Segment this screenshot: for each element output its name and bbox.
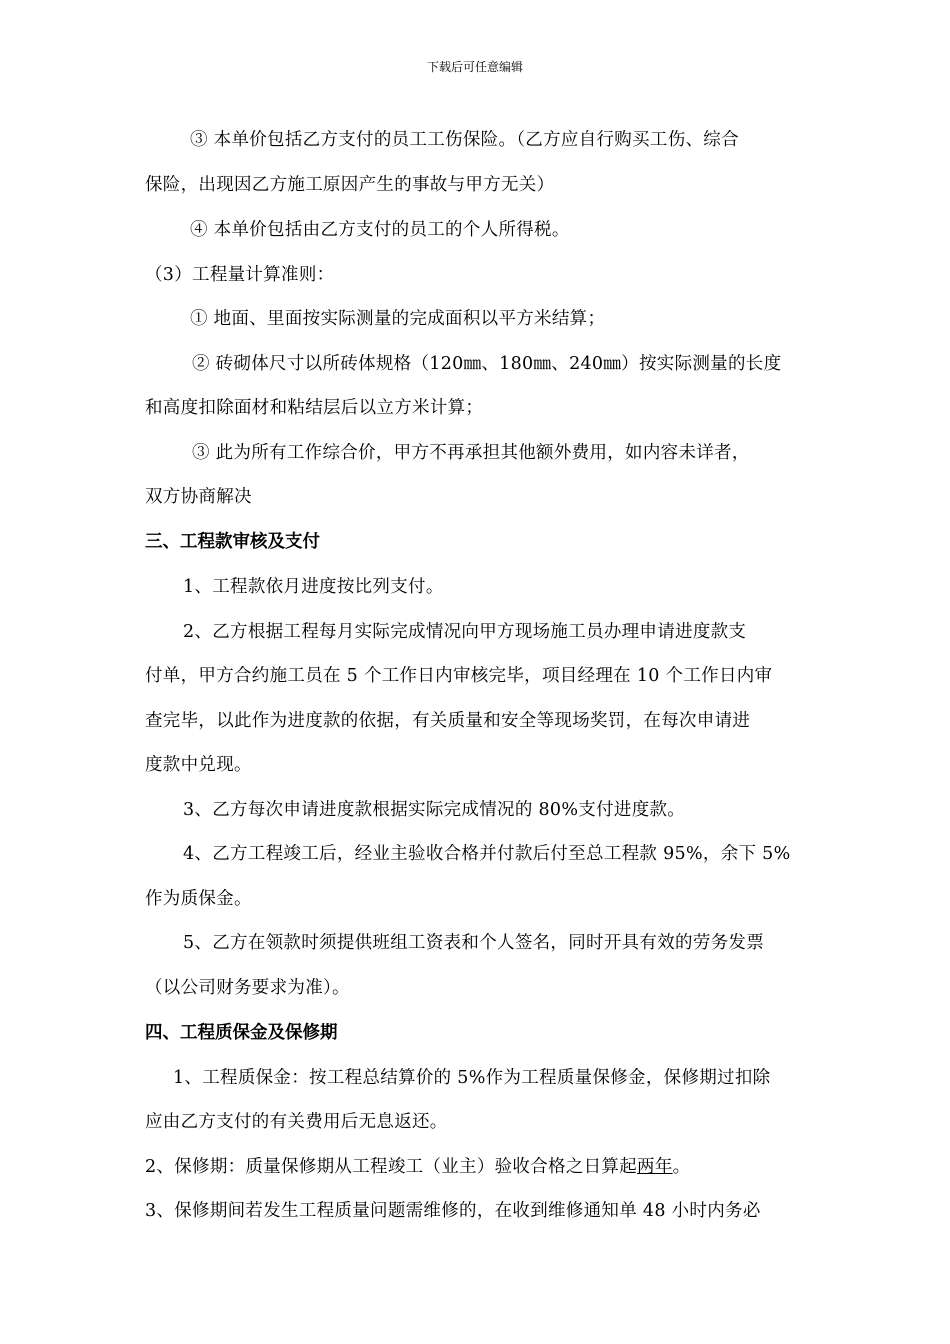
paragraph-line: 1、工程质保金：按工程总结算价的 5%作为工程质量保修金，保修期过扣除 bbox=[173, 1068, 771, 1088]
paragraph-line: 应由乙方支付的有关费用后无息返还。 bbox=[145, 1112, 448, 1132]
paragraph-line: ② 砖砌体尺寸以所砖体规格（120㎜、180㎜、240㎜）按实际测量的长度 bbox=[192, 354, 782, 374]
paragraph-line: ③ 本单价包括乙方支付的员工工伤保险。（乙方应自行购买工伤、综合 bbox=[190, 130, 739, 150]
paragraph-line: 4、乙方工程竣工后，经业主验收合格并付款后付至总工程款 95%，余下 5% bbox=[183, 844, 791, 864]
paragraph-line: ① 地面、里面按实际测量的完成面积以平方米结算； bbox=[190, 309, 606, 329]
paragraph-line: 3、保修期间若发生工程质量问题需维修的，在收到维修通知单 48 小时内务必 bbox=[145, 1201, 761, 1221]
paragraph-line: （以公司财务要求为准）。 bbox=[145, 978, 350, 998]
paragraph-line: 度款中兑现。 bbox=[145, 755, 252, 775]
section-heading-4: 四、工程质保金及保修期 bbox=[145, 1023, 338, 1043]
paragraph-line: ④ 本单价包括由乙方支付的员工的个人所得税。 bbox=[190, 220, 570, 240]
paragraph-text: 2、保修期：质量保修期从工程竣工（业主）验收合格之日算起 bbox=[145, 1157, 638, 1177]
paragraph-line: 作为质保金。 bbox=[145, 889, 252, 909]
page-header: 下载后可任意编辑 bbox=[426, 60, 523, 74]
paragraph-line: 1、工程款依月进度按比列支付。 bbox=[183, 577, 444, 597]
paragraph-line: ③ 此为所有工作综合价，甲方不再承担其他额外费用，如内容未详者， bbox=[192, 443, 750, 463]
paragraph-line: 保险，出现因乙方施工原因产生的事故与甲方无关） bbox=[145, 175, 555, 195]
paragraph-line: 3、乙方每次申请进度款根据实际完成情况的 80%支付进度款。 bbox=[183, 800, 686, 820]
paragraph-line bbox=[145, 1153, 690, 1178]
underlined-term: 两年 bbox=[637, 1157, 673, 1177]
paragraph-line: 双方协商解决 bbox=[145, 487, 252, 507]
paragraph-line: 5、乙方在领款时须提供班组工资表和个人签名，同时开具有效的劳务发票 bbox=[183, 933, 765, 953]
paragraph-line: （3）工程量计算准则： bbox=[145, 265, 335, 285]
section-heading-3: 三、工程款审核及支付 bbox=[145, 532, 320, 552]
paragraph-text: 。 bbox=[672, 1157, 691, 1177]
paragraph-line: 付单，甲方合约施工员在 5 个工作日内审核完毕，项目经理在 10 个工作日内审 bbox=[145, 666, 773, 686]
paragraph-line: 2、乙方根据工程每月实际完成情况向甲方现场施工员办理申请进度款支 bbox=[183, 622, 747, 642]
paragraph-line: 和高度扣除面材和粘结层后以立方米计算； bbox=[145, 398, 484, 418]
paragraph-line: 查完毕，以此作为进度款的依据，有关质量和安全等现场奖罚，在每次申请进 bbox=[145, 711, 751, 731]
